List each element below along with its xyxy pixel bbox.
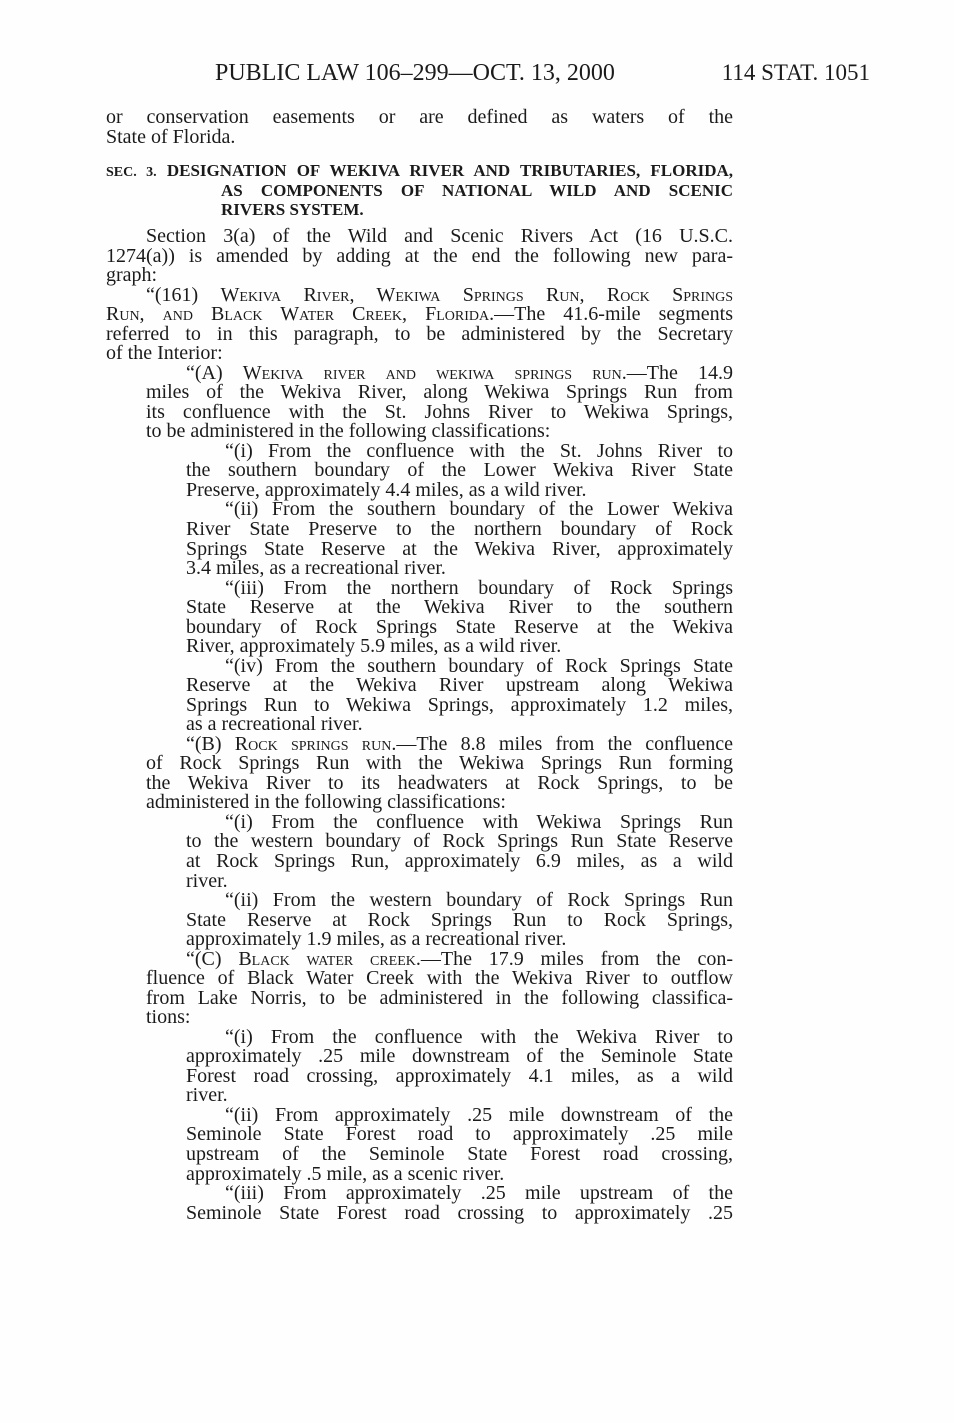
clause-line: approximately .5 mile, as a scenic river. — [186, 1162, 505, 1185]
clause-line: “(i) From the confluence with the Wekiva River to — [225, 1025, 733, 1048]
clause-line: River State Preserve to the northern boundary of Rock — [186, 517, 733, 540]
clause-line: “(ii) From approximately .25 mile downstream of the — [225, 1103, 733, 1126]
clause-line: river. — [186, 869, 228, 892]
clause-line: River, approximately 5.9 miles, as a wild river. — [186, 635, 562, 658]
clause-line: State Reserve at the Wekiva River to the southern — [186, 596, 733, 619]
clause-line: “(i) From the confluence with the St. Johns River to — [225, 439, 733, 462]
paragraph-161-line: of the Interior: — [106, 342, 223, 365]
clause-line: upstream of the Seminole State Forest road crossing, — [186, 1142, 733, 1165]
clause-line: Springs State Reserve at the Wekiva River, approximately — [186, 537, 733, 560]
subparagraph-text: .—The 17.9 miles from the con- — [415, 947, 733, 970]
paragraph-text: .—The 41.6-mile segments — [489, 303, 734, 326]
clause-line: Reserve at the Wekiva River upstream along Wekiwa — [186, 674, 733, 697]
paragraph-designation: “(161) — [146, 283, 199, 306]
section-title: DESIGNATION OF WEKIVA RIVER AND TRIBUTARIES, FLORIDA, — [166, 161, 734, 180]
clause-line: approximately .25 mile downstream of the Seminole State — [186, 1045, 733, 1068]
carryover-paragraph — [106, 108, 733, 147]
text-line: State of Florida. — [106, 125, 236, 148]
clause-line: the southern boundary of the Lower Wekiva River State — [186, 459, 733, 482]
section-body — [106, 227, 733, 1223]
clause-line: Forest road crossing, approximately 4.1 miles, as a wild — [186, 1064, 733, 1087]
section-heading-line: AS COMPONENTS OF NATIONAL WILD AND SCENIC — [221, 180, 733, 200]
clause-line: 3.4 miles, as a recreational river. — [186, 557, 446, 580]
subparagraph-designation: “(A) — [186, 361, 223, 384]
clause-line: Seminole State Forest road to approximately .25 mile — [186, 1123, 733, 1146]
subparagraph-a-line: miles of the Wekiva River, along Wekiwa Springs Run from — [146, 381, 733, 404]
subparagraph-c-line: fluence of Black Water Creek with the Wekiva River to outflow — [146, 967, 733, 990]
subparagraph-b-line: of Rock Springs Run with the Wekiwa Springs Run forming — [146, 752, 733, 775]
amendment-line: graph: — [106, 264, 158, 287]
clause-line: to the western boundary of Rock Springs Run State Reserve — [186, 830, 733, 853]
clause-line: Preserve, approximately 4.4 miles, as a wild river. — [186, 478, 587, 501]
paragraph-heading: Run, and Black Water Creek, Florida — [106, 303, 490, 326]
paragraph-heading: Wekiva River, Wekiwa Springs Run, Rock Springs — [220, 283, 733, 306]
subparagraph-heading: Black water creek — [238, 947, 416, 970]
subparagraph-c-line: from Lake Norris, to be administered in the following classifica- — [146, 986, 733, 1009]
paragraph-161-line — [106, 305, 733, 325]
running-head-page-number: 114 STAT. 1051 — [721, 60, 870, 85]
section-heading-line: RIVERS SYSTEM. — [221, 200, 364, 220]
running-head-title: PUBLIC LAW 106–299—OCT. 13, 2000 — [215, 60, 615, 86]
subparagraph-heading: Rock springs run — [234, 732, 392, 755]
subparagraph-b-line: the Wekiva River to its headwaters at Rock Springs, to be — [146, 771, 733, 794]
clause-line: “(iii) From the northern boundary of Rock Springs — [225, 576, 733, 599]
section-heading — [106, 161, 733, 220]
clause-line: “(i) From the confluence with Wekiwa Springs Run — [225, 810, 733, 833]
clause-line: “(ii) From the western boundary of Rock Springs Run — [225, 889, 733, 912]
clause-line: approximately 1.9 miles, as a recreational river. — [186, 928, 567, 951]
clause-line: river. — [186, 1084, 228, 1107]
subparagraph-heading: Wekiva river and wekiwa springs run — [242, 361, 622, 384]
subparagraph-a-line: its confluence with the St. Johns River to Wekiwa Springs, — [146, 400, 733, 423]
subparagraph-a-line: to be administered in the following classifications: — [146, 420, 551, 443]
amendment-line: 1274(a)) is amended by adding at the end the following new para- — [106, 244, 733, 267]
subparagraph-text: .—The 14.9 — [621, 361, 733, 384]
clause-line: “(iv) From the southern boundary of Rock Springs State — [225, 654, 733, 677]
subparagraph-c-line: tions: — [146, 1006, 191, 1029]
clause-line: boundary of Rock Springs State Reserve at the Wekiva — [186, 615, 733, 638]
amendment-line: Section 3(a) of the Wild and Scenic Rivers Act (16 U.S.C. — [146, 225, 733, 247]
section-number: SEC. 3. — [106, 165, 157, 180]
clause-line: at Rock Springs Run, approximately 6.9 miles, as a wild — [186, 850, 733, 872]
clause-line: Seminole State Forest road crossing to approximately .25 — [186, 1201, 733, 1224]
clause-line: “(ii) From the southern boundary of the Lower Wekiva — [225, 498, 733, 521]
subparagraph-text: .—The 8.8 miles from the confluence — [391, 732, 733, 755]
subparagraph-b-line: administered in the following classifications: — [146, 791, 506, 814]
clause-line: as a recreational river. — [186, 713, 363, 736]
section-heading-line — [106, 161, 733, 181]
clause-line: State Reserve at Rock Springs Run to Rock Springs, — [186, 908, 733, 931]
subparagraph-designation: “(C) — [186, 947, 222, 970]
subparagraph-designation: “(B) — [186, 732, 222, 755]
paragraph-161-line: referred to in this paragraph, to be administered by the Secretary — [106, 322, 733, 345]
clause-line: “(iii) From approximately .25 mile upstream of the — [225, 1182, 733, 1205]
clause-line: Springs Run to Wekiwa Springs, approximately 1.2 miles, — [186, 693, 733, 716]
text-line: or conservation easements or are defined as waters of the — [106, 106, 733, 128]
